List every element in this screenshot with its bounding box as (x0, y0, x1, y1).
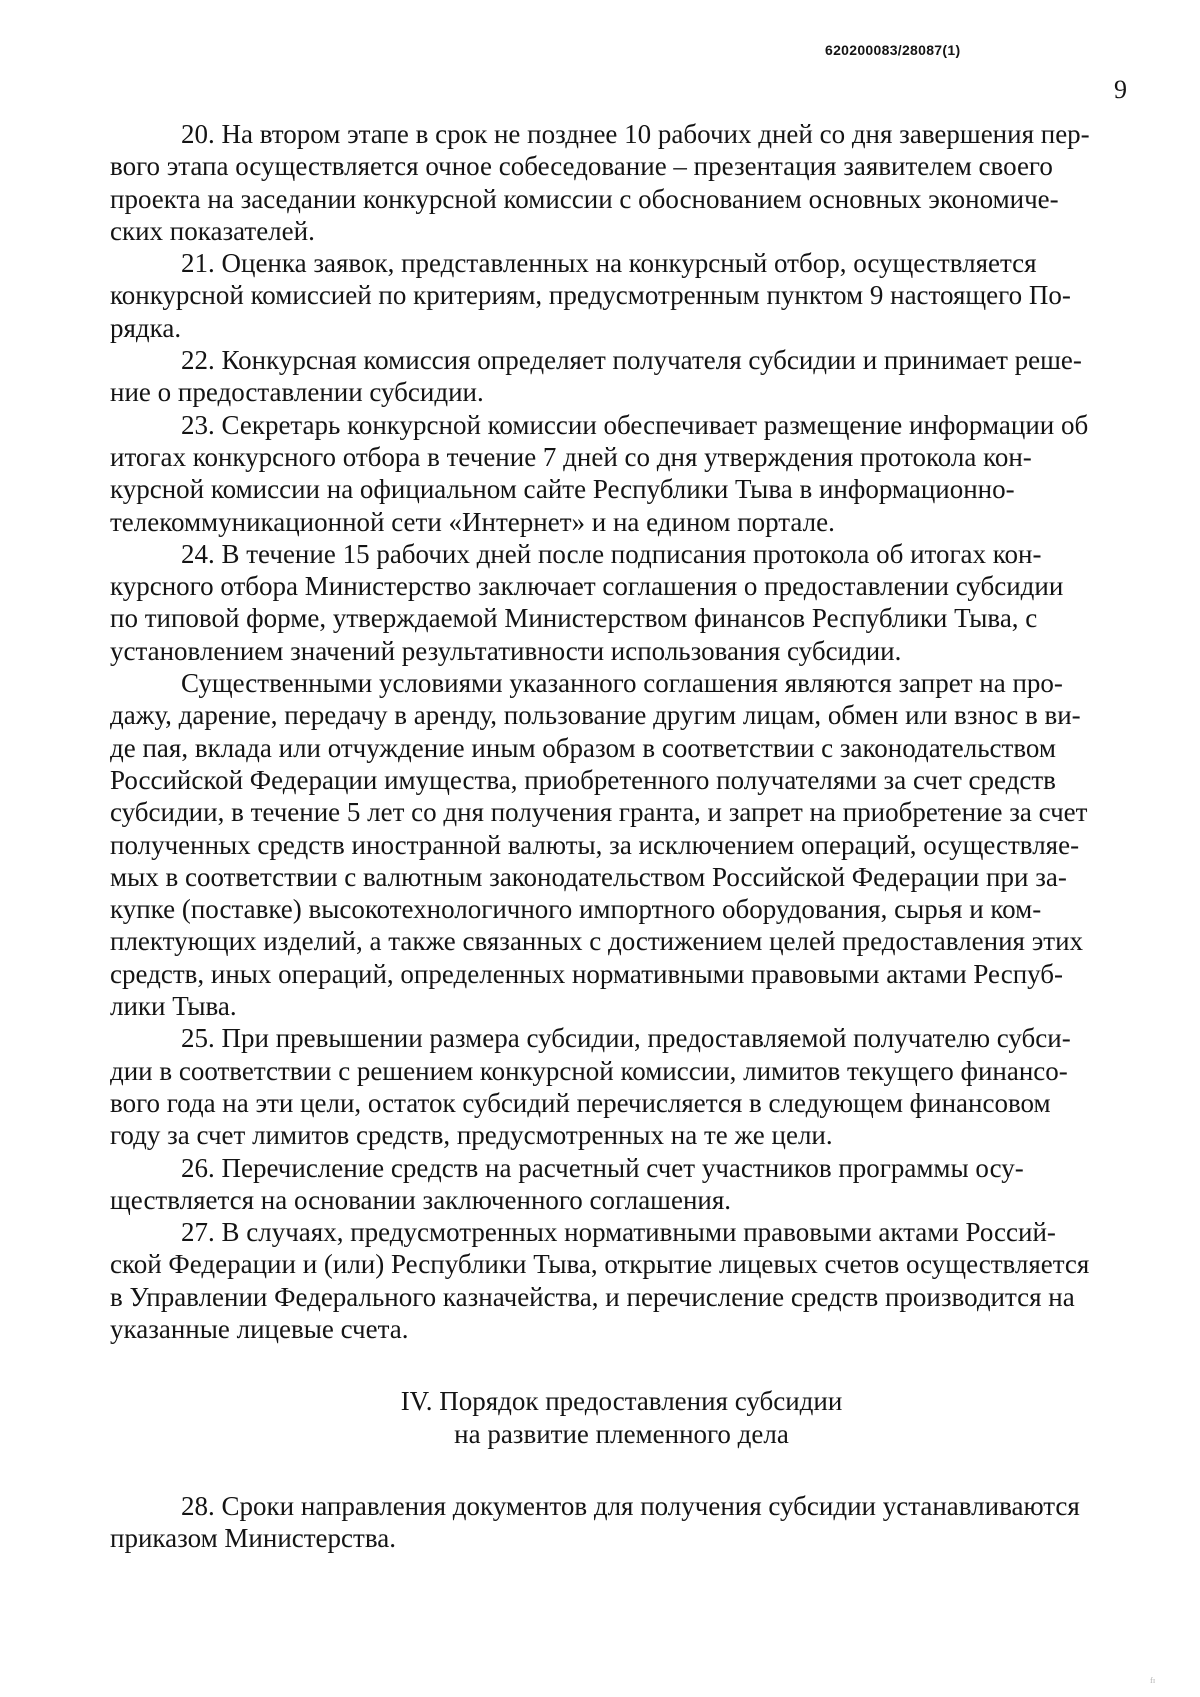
paragraph-21: 21. Оценка заявок, представленных на конкурсный отбор, осуществляется конкурсной комиссией по критериям, предусмотренным пунктом 9 настоящего По- рядка. (110, 248, 1071, 343)
paragraph-22: 22. Конкурсная комиссия определяет получателя субсидии и принимает реше- ние о предоставлении субсидии. (110, 345, 1082, 408)
paragraph-25: 25. При превышении размера субсидии, предоставляемой получателю субси- дии в соответствии с решением конкурсной комиссии, лимитов текущего финансо- вого года на эти цели, остаток субсидий перечисляется в следующем финансовом году за счет лимитов средств, предусмотренных на те же цели. (110, 1023, 1071, 1151)
paragraph-27: 27. В случаях, предусмотренных нормативными правовыми актами Россий- ской Федерации и (или) Республики Тыва, открытие лицевых счетов осуществляется в Управлении Федерального казначейства, и перечисление средств производится на указанные лицевые счета. (110, 1217, 1090, 1344)
paragraph-26: 26. Перечисление средств на расчетный счет участников программы осу- ществляется на основании заключенного соглашения. (110, 1152, 1024, 1215)
paragraph-28: 28. Сроки направления документов для получения субсидии устанавливаются приказом Министерства. (110, 1490, 1080, 1554)
document-body (110, 118, 1133, 1554)
page-number: 9 (1114, 75, 1127, 104)
paragraph-23: 23. Секретарь конкурсной комиссии обеспечивает размещение информации об итогах конкурсного отбора в течение 7 дней со дня утверждения протокола кон- курсной комиссии на официальном сайте Республики Тыва в информационно- телекоммуникационной сети «Интернет» и на едином портале. (110, 409, 1089, 537)
section-heading: IV. Порядок предоставления субсидии на развитие племенного дела (400, 1386, 843, 1449)
document-code: 620200083/28087(1) (825, 42, 961, 58)
paragraph-20: 20. На втором этапе в срок не позднее 10 рабочих дней со дня завершения пер- вого этапа осуществляется очное собеседование – презентация заявителем своего проекта на заседании конкурсной комиссии с обоснованием основных экономиче- ских показателей. (110, 119, 1090, 246)
paragraph-24-conditions: Существенными условиями указанного соглашения являются запрет на про- дажу, дарение, передачу в аренду, пользование другим лицам, обмен или взнос в ви- де пая, вклада или отчуждение иным образом в соответствии с законодательством Российской Федерации имущества, приобретенного получателями за счет средств субсидии, в течение 5 лет со дня получения гранта, и запрет на приобретение за счет полученных средств иностранной валюты, за исключением операций, осуществляе- мых в соответствии с валютным законодательством Российской Федерации при за- купке (поставке) высокотехнологичного импортного оборудования, сырья и ком- плектующих изделий, а также связанных с достижением целей предоставления этих средств, иных операций, определенных нормативными правовыми актами Респуб- лики Тыва. (110, 668, 1088, 1022)
scan-mark: ᶠᶦ (1150, 1676, 1156, 1691)
paragraph-24: 24. В течение 15 рабочих дней после подписания протокола об итогах кон- курсного отбора Министерство заключает соглашения о предоставлении субсидии по типовой форме, утверждаемой Министерством финансов Республики Тыва, с установлением значений результативности использования субсидии. (110, 538, 1064, 666)
